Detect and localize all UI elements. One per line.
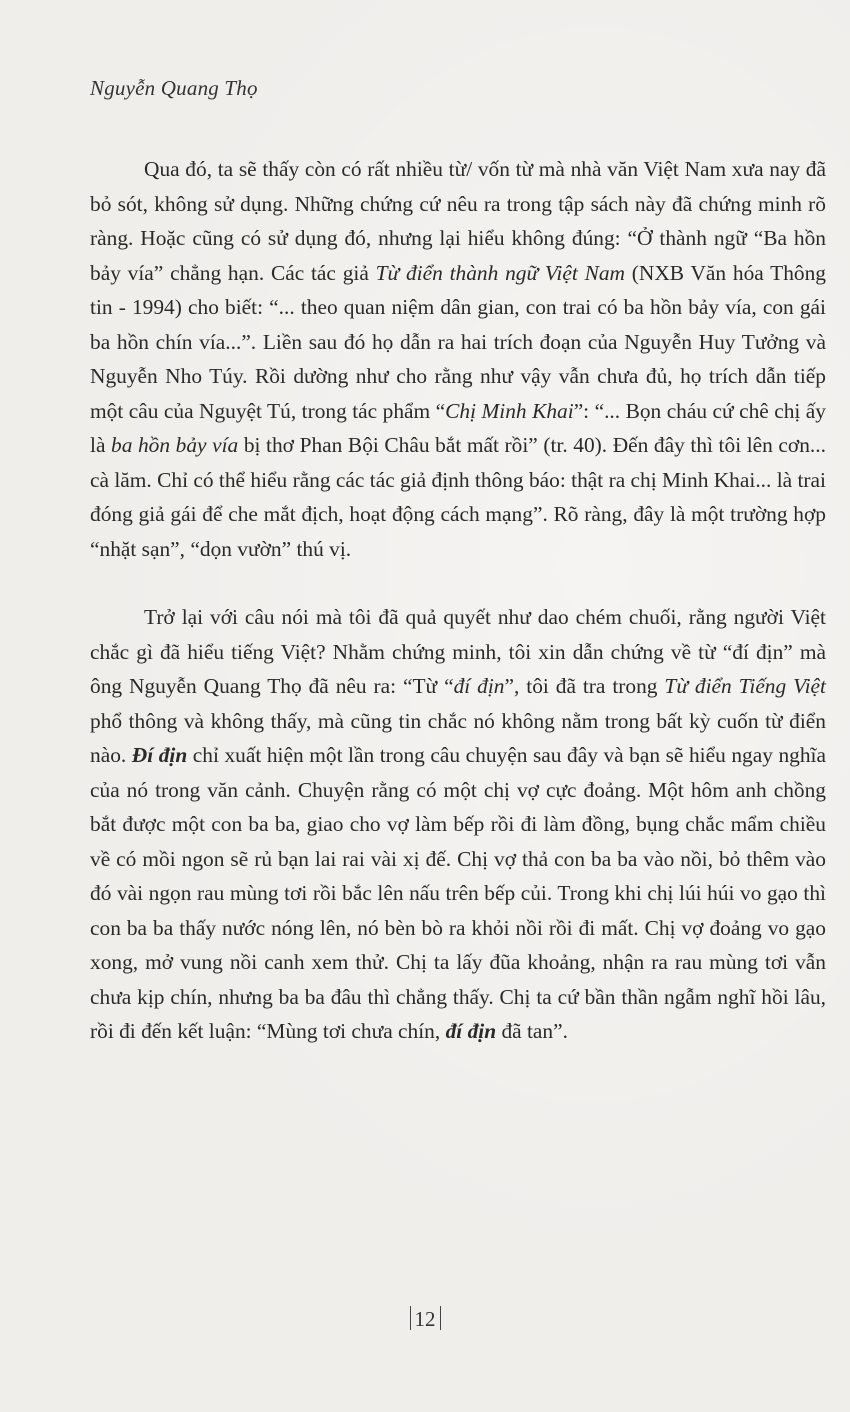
paragraph-2-segment-3: ”, tôi đã tra trong	[504, 674, 665, 698]
paragraph-1-segment-6: ba hồn bảy vía	[111, 433, 239, 457]
paragraph-1-segment-1: Qua đó, ta sẽ thấy còn có rất nhiều từ/ vốn từ mà nhà văn Việt Nam xưa nay đã bỏ sót, không sử dụng. Những chứng cứ nêu ra trong tập sách này đã chứng minh rõ ràng. Hoặc cũng có sử dụng đó, nhưng lại hiểu không đúng: “Ở thành ngữ “Ba hồn bảy vía” chẳng hạn. Các tác giả	[90, 157, 826, 285]
paragraph-2	[90, 600, 826, 1049]
running-head-author: Nguyễn Quang Thọ	[90, 76, 258, 100]
folio-right-rule	[440, 1306, 441, 1330]
paragraph-1-segment-2: Từ điển thành ngữ Việt Nam	[375, 260, 625, 285]
page-number-folio	[0, 1306, 850, 1332]
body-text	[90, 152, 826, 1049]
folio-left-rule	[410, 1306, 411, 1330]
paragraph-1-segment-4: Chị Minh Khai	[445, 398, 574, 423]
paragraph-1-segment-7: bị thơ Phan Bội Châu bắt mất rồi” (tr. 40). Đến đây thì tôi lên cơn... cà lăm. Chỉ có thể hiểu rằng các tác giả định thông báo: thật ra chị Minh Khai... là trai đóng giả gái để che mắt địch, hoạt động cách mạng”. Rõ ràng, đây là một trường hợp “nhặt sạn”, “dọn vườn” thú vị.	[90, 433, 826, 561]
paragraph-2-segment-9: đã tan”.	[496, 1019, 568, 1043]
paragraph-2-segment-4: Từ điển Tiếng Việt	[664, 674, 826, 698]
paragraph-1-segment-5: ”: “... Bọn cháu cứ chê chị ấy là	[90, 398, 826, 457]
paragraph-2-segment-8: đí địn	[445, 1019, 497, 1043]
page-number: 12	[414, 1307, 436, 1331]
paragraph-1-segment-3: (NXB Văn hóa Thông tin - 1994) cho biết: “... theo quan niệm dân gian, con trai có ba hồn bảy vía, con gái ba hồn chín vía...”. Liền sau đó họ dẫn ra hai trích đoạn của Nguyễn Huy Tưởng và Nguyễn Nho Túy. Rồi dường như cho rằng như vậy vẫn chưa đủ, họ trích dẫn tiếp một câu của Nguyệt Tú, trong tác phẩm “	[90, 260, 826, 423]
paragraph-1	[90, 152, 826, 566]
paragraph-2-segment-7: chỉ xuất hiện một lần trong câu chuyện sau đây và bạn sẽ hiểu ngay nghĩa của nó trong văn cảnh. Chuyện rằng có một chị vợ cực đoảng. Một hôm anh chồng bắt được một con ba ba, giao cho vợ làm bếp rồi đi làm đồng, bụng chắc mẩm chiều về có mồi ngon sẽ rủ bạn lai rai vài xị đế. Chị vợ thả con ba ba vào nồi, bỏ thêm vào đó vài ngọn rau mùng tơi rồi bắc lên nấu trên bếp củi. Trong khi chị lúi húi vo gạo thì con ba ba thấy nước nóng lên, nó bèn bò ra khỏi nồi rồi đi mất. Chị vợ đoảng vo gạo xong, mở vung nồi canh xem thử. Chị ta lấy đũa khoảng, nhận ra rau mùng tơi vẫn chưa kịp chín, nhưng ba ba đâu thì chẳng thấy. Chị ta cứ bần thần ngẫm nghĩ hồi lâu, rồi đi đến kết luận: “Mùng tơi chưa chín,	[90, 743, 826, 1043]
paragraph-2-segment-5: phổ thông và không thấy, mà cũng tin chắc nó không nằm trong bất kỳ cuốn từ điển nào.	[90, 708, 826, 767]
paragraph-2-segment-2: đí địn	[453, 674, 505, 698]
paragraph-2-segment-6: Đí địn	[131, 743, 188, 767]
paragraph-2-segment-1: Trở lại với câu nói mà tôi đã quả quyết như dao chém chuối, rằng người Việt chắc gì đã hiểu tiếng Việt? Nhằm chứng minh, tôi xin dẫn chứng về từ “đí địn” mà ông Nguyễn Quang Thọ đã nêu ra: “Từ “	[90, 605, 826, 698]
